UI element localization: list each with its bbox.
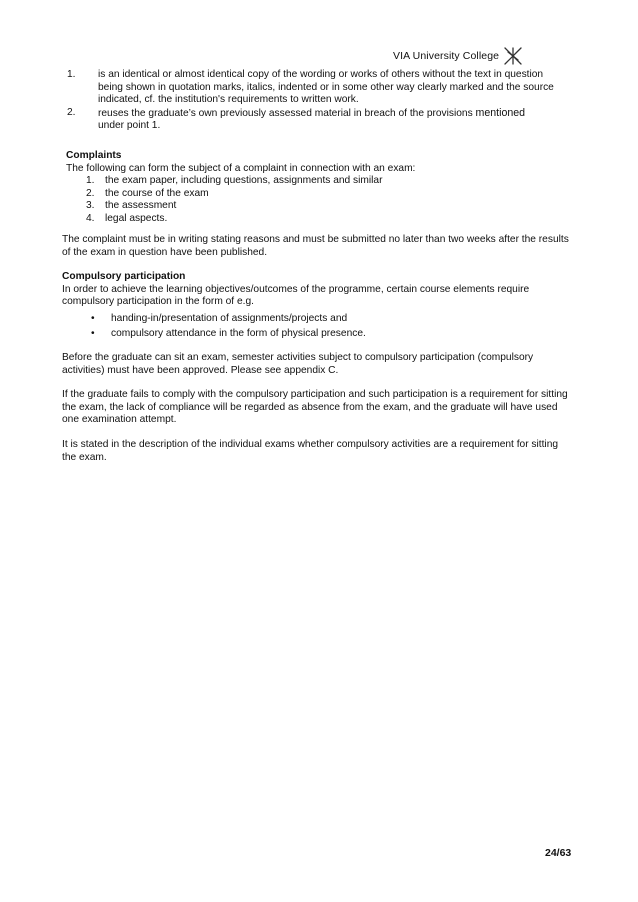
complaints-list bbox=[66, 175, 566, 225]
complaint-deadline-paragraph: The complaint must be in writing stating reasons and must be submitted no later than two weeks after the results of the exam in question have been published. bbox=[62, 234, 569, 258]
bullet-item bbox=[62, 313, 572, 326]
complaints-heading: Complaints bbox=[66, 150, 122, 161]
list-item-text: is an identical or almost identical copy of the wording or works of others without the text in question being shown in quotation marks, italics, indented or in some other way clearly marked and the source indicated, cf. the institution's requirements to written work. bbox=[98, 69, 554, 106]
compulsory-failure-paragraph: If the graduate fails to comply with the compulsory participation and such participation is a requirement for sitting the exam, the lack of compliance will be regarded as absence from the exam, and the graduate will have used one examination attempt. bbox=[62, 389, 568, 426]
list-item-number: 3. bbox=[86, 200, 95, 212]
list-item bbox=[66, 200, 566, 213]
list-item bbox=[62, 107, 562, 133]
list-item-text: the assessment bbox=[105, 200, 177, 212]
compulsory-description-paragraph: It is stated in the description of the individual exams whether compulsory activities are a requirement for sitting the exam. bbox=[62, 439, 559, 463]
list-item-number: 2. bbox=[86, 187, 95, 199]
list-item-text: reuses the graduate’s own previously assessed material in breach of the provisions bbox=[98, 107, 473, 119]
bullet-text: handing-in/presentation of assignments/projects and bbox=[111, 312, 348, 324]
complaints-intro: The following can form the subject of a complaint in connection with an exam: bbox=[66, 162, 416, 174]
list-item bbox=[66, 188, 566, 201]
compulsory-intro: In order to achieve the learning objectives/outcomes of the programme, certain course elements require compulsory participation in the form of e.g. bbox=[62, 283, 530, 308]
list-item bbox=[62, 69, 562, 107]
plagiarism-criteria-list bbox=[62, 69, 562, 133]
list-item-text-continued: under point 1. bbox=[98, 120, 161, 132]
compulsory-heading: Compulsory participation bbox=[62, 271, 186, 282]
page-number: 24/63 bbox=[545, 847, 572, 859]
compulsory-section bbox=[62, 271, 572, 344]
list-item bbox=[66, 213, 566, 226]
via-logo-icon bbox=[503, 46, 523, 66]
list-item-text: the course of the exam bbox=[105, 187, 209, 199]
compulsory-approval-paragraph: Before the graduate can sit an exam, semester activities subject to compulsory participation (compulsory activities) must have been approved. Please see appendix C. bbox=[62, 352, 534, 376]
page-header bbox=[393, 46, 523, 66]
list-item-number: 1. bbox=[67, 69, 76, 80]
list-item-text: the exam paper, including questions, assignments and similar bbox=[105, 175, 383, 187]
bullet-text: compulsory attendance in the form of physical presence. bbox=[111, 328, 366, 340]
list-item-text-tail: mentioned bbox=[475, 106, 526, 119]
list-item-text: legal aspects. bbox=[105, 212, 168, 224]
header-institution: VIA University College bbox=[393, 50, 500, 62]
bullet-item bbox=[62, 328, 572, 341]
list-item bbox=[66, 175, 566, 188]
list-item-number: 4. bbox=[86, 212, 95, 224]
list-item-number: 1. bbox=[86, 175, 95, 187]
bullet-icon: • bbox=[91, 312, 95, 324]
list-item-number: 2. bbox=[67, 106, 76, 118]
complaints-section bbox=[66, 150, 566, 226]
bullet-icon: • bbox=[91, 328, 95, 340]
compulsory-bullet-list bbox=[62, 313, 572, 341]
